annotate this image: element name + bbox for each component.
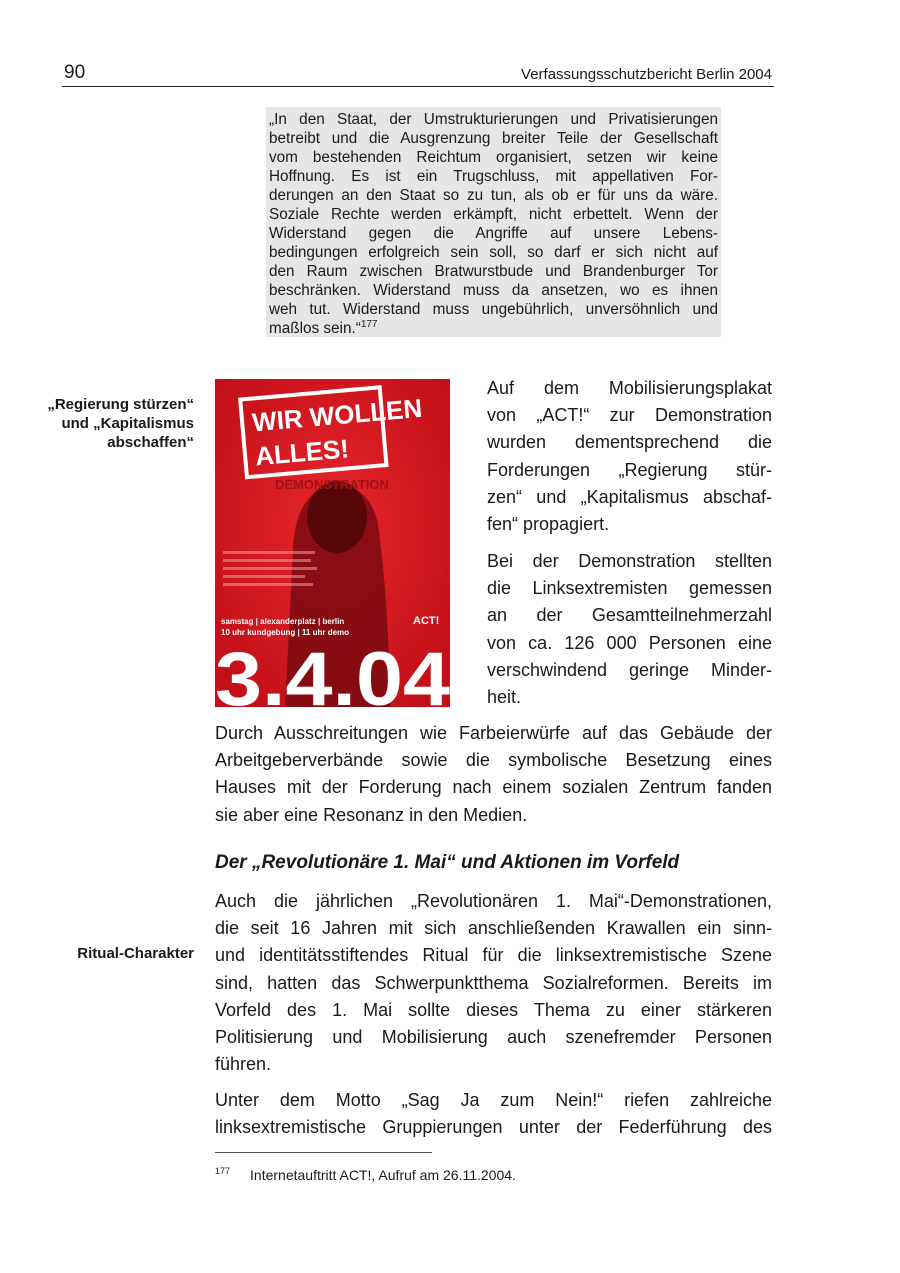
- quote-line: betreibt und die Ausgrenzung breiter Teile der Gesellschaft: [269, 130, 718, 147]
- poster-subtitle: DEMONSTRATION: [275, 477, 389, 492]
- quote-last-text: maßlos sein.“: [269, 320, 361, 337]
- poster-date: 3.4.04: [215, 637, 450, 707]
- page-number: 90: [64, 62, 86, 83]
- text-line: Arbeitgeberverbände sowie die symbolische Besetzung eines: [215, 750, 772, 771]
- quote-line: „In den Staat, der Umstrukturierungen und Privatisierungen: [269, 111, 718, 128]
- text-line: verschwindend geringe Minder-: [487, 659, 772, 680]
- quote-line: Hoffnung. Es ist ein Trugschluss, mit appellativen For-: [269, 168, 718, 185]
- quote-line: den Raum zwischen Bratwurstbude und Brandenburger Tor: [269, 263, 718, 280]
- text-line: fen“ propagiert.: [487, 514, 610, 535]
- quote-line: weh tut. Widerstand muss ungebührlich, unversöhnlich und: [269, 301, 718, 318]
- text-line: Unter dem Motto „Sag Ja zum Nein!“ riefen zahlreiche: [215, 1090, 772, 1110]
- header-rule: [62, 86, 774, 87]
- paragraph-minority: [487, 548, 772, 711]
- paragraph-may-day: [215, 888, 772, 1078]
- running-title: Verfassungsschutzbericht Berlin 2004: [521, 66, 772, 83]
- poster-headline-2: ALLES!: [253, 433, 351, 472]
- paragraph-poster-demands: [487, 375, 772, 538]
- text-line: sind, hatten das Schwerpunktthema Sozialreformen. Bereits im: [215, 972, 772, 993]
- text-line: Auf dem Mobilisierungsplakat: [487, 378, 772, 398]
- text-line: Forderungen „Regierung stür-: [487, 459, 772, 480]
- poster-info-2: 10 uhr kundgebung | 11 uhr demo: [221, 628, 350, 637]
- text-line: Hauses mit der Forderung nach einem sozialen Zentrum fanden: [215, 777, 772, 798]
- quote-line: bedingungen erfolgreich sein soll, so darf er sich nicht auf: [269, 244, 718, 261]
- text-line: die seit 16 Jahren mit sich anschließenden Krawallen ein sinn-: [215, 918, 772, 939]
- text-line: Durch Ausschreitungen wie Farbeierwürfe auf das Gebäude der: [215, 723, 772, 743]
- quote-line: Soziale Rechte werden erkämpft, nicht erbettelt. Wenn der: [269, 206, 718, 223]
- poster-info-1: samstag | alexanderplatz | berlin: [221, 617, 345, 626]
- poster-headline-1: WIR WOLLEN: [250, 392, 424, 438]
- margin-note-demands: [4, 395, 194, 452]
- text-line: die Linksextremisten gemessen: [487, 578, 772, 599]
- text-line: Vorfeld des 1. Mai sollte dieses Thema zu einer stärkeren: [215, 999, 772, 1020]
- text-line: Auch die jährlichen „Revolutionären 1. Mai“-Demonstrationen,: [215, 891, 772, 911]
- paragraph-motto: [215, 1087, 772, 1141]
- poster-image: [215, 379, 450, 707]
- text-line: Politisierung und Mobilisierung auch szenefremder Personen: [215, 1027, 772, 1048]
- text-line: heit.: [487, 687, 522, 708]
- quote-line-last: [269, 319, 718, 338]
- footnote-number: 177: [215, 1166, 231, 1176]
- quote-line: derungen an den Staat so zu tun, als ob er für uns da wäre.: [269, 187, 718, 204]
- quote-box: [266, 107, 721, 337]
- text-line: sie aber eine Resonanz in den Medien.: [215, 804, 528, 825]
- text-line: von „ACT!“ zur Demonstration: [487, 405, 772, 426]
- margin-note-line: abschaffen“: [107, 434, 194, 451]
- quote-line: beschränken. Widerstand muss da ansetzen, wo es ihnen: [269, 282, 718, 299]
- footnote-text: Internetauftritt ACT!, Aufruf am 26.11.2004.: [250, 1167, 516, 1183]
- text-line: linksextremistische Gruppierungen unter der Federführung des: [215, 1117, 772, 1138]
- paragraph-media-resonance: [215, 720, 772, 829]
- section-heading: Der „Revolutionäre 1. Mai“ und Aktionen im Vorfeld: [215, 852, 680, 873]
- margin-note-line: und „Kapitalismus: [61, 415, 194, 432]
- text-line: und identitätsstiftendes Ritual für die linksextremistische Szene: [215, 945, 772, 966]
- text-line: Bei der Demonstration stellten: [487, 551, 772, 571]
- quote-line: Widerstand gegen die Angriffe auf unsere Lebens-: [269, 225, 718, 242]
- text-line: von ca. 126 000 Personen eine: [487, 632, 772, 653]
- footnote: [215, 1166, 516, 1183]
- quote-line: vom bestehenden Reichtum organisiert, setzen wir keine: [269, 149, 718, 166]
- footnote-rule: [215, 1152, 432, 1153]
- poster-logo: ACT!: [413, 615, 440, 627]
- text-line: zen“ und „Kapitalismus abschaf-: [487, 486, 772, 507]
- text-line: führen.: [215, 1054, 272, 1075]
- text-line: an der Gesamtteilnehmerzahl: [487, 605, 772, 626]
- margin-note-ritual: Ritual-Charakter: [77, 945, 194, 962]
- footnote-ref: 177: [360, 319, 378, 330]
- text-line: wurden dementsprechend die: [487, 432, 772, 453]
- margin-note-line: „Regierung stürzen“: [47, 396, 194, 413]
